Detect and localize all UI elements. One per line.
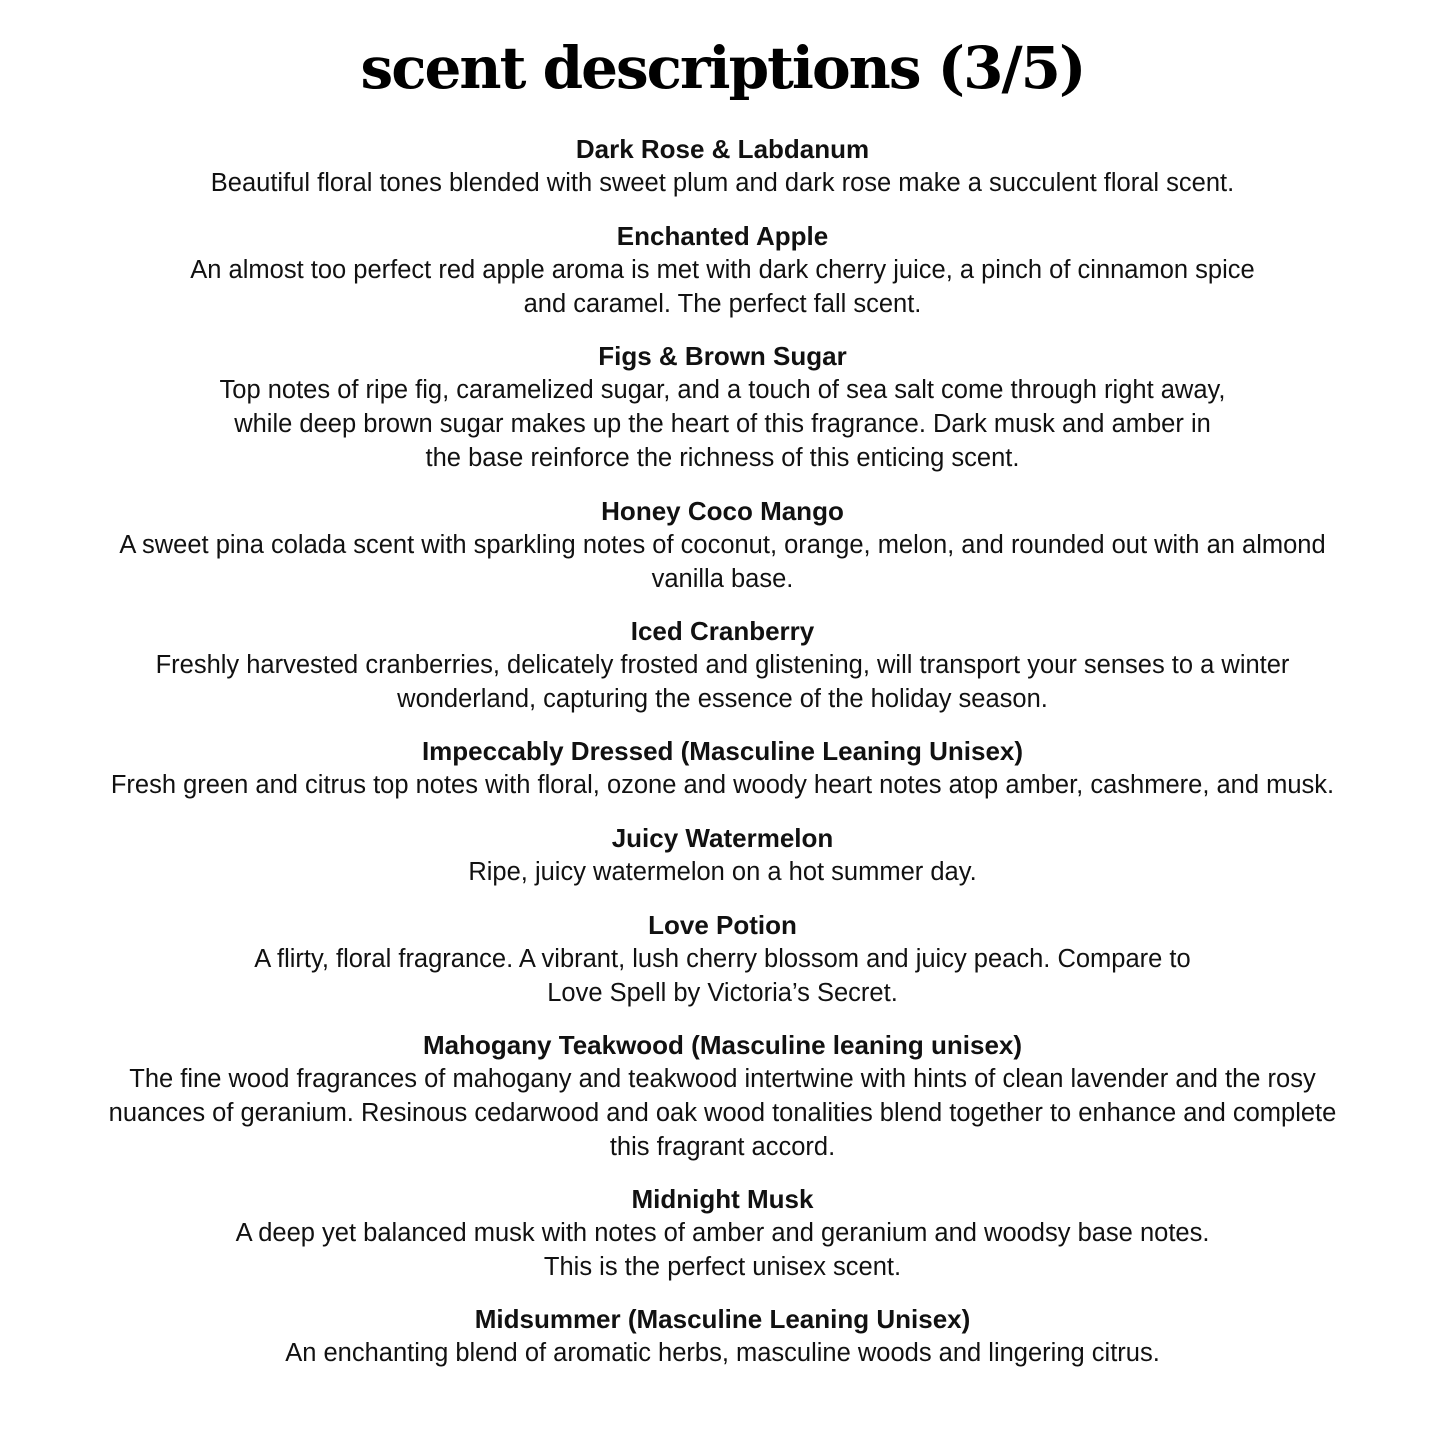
description-line: The fine wood fragrances of mahogany and teakwood intertwine with hints of clean lavender and the rosy [129, 1065, 1316, 1093]
description-line: This is the perfect unisex scent. [543, 1253, 902, 1281]
scent-entry [10, 339, 1435, 475]
description-line: Top notes of ripe fig, caramelized sugar, and a touch of sea salt come through right away, [219, 376, 1226, 404]
description-line: Ripe, juicy watermelon on a hot summer day. [468, 858, 977, 886]
scent-description [10, 373, 1435, 475]
scent-name: Dark Rose & Labdanum [575, 134, 870, 164]
scent-entry [10, 1182, 1435, 1284]
scent-entry [10, 821, 1435, 889]
scent-description [10, 648, 1435, 716]
scent-description [10, 1216, 1435, 1284]
scent-entry [10, 1028, 1435, 1164]
description-line: A flirty, floral fragrance. A vibrant, lush cherry blossom and juicy peach. Compare to [254, 945, 1191, 973]
description-line: A deep yet balanced musk with notes of amber and geranium and woodsy base notes. [235, 1219, 1210, 1247]
scent-entry [10, 1302, 1435, 1370]
scent-entry [10, 219, 1435, 321]
scent-name: Impeccably Dressed (Masculine Leaning Unisex) [421, 736, 1024, 766]
scent-description [10, 1062, 1435, 1164]
description-line: Freshly harvested cranberries, delicately frosted and glistening, will transport your senses to a winter [155, 651, 1290, 679]
description-line: this fragrant accord. [609, 1133, 836, 1161]
scent-name: Enchanted Apple [616, 221, 829, 251]
description-line: vanilla base. [651, 565, 794, 593]
scent-entry [10, 908, 1435, 1010]
scent-description [10, 253, 1435, 321]
scent-name: Iced Cranberry [630, 616, 815, 646]
scent-entry [10, 734, 1435, 802]
scent-name: Midnight Musk [631, 1184, 814, 1214]
description-line: and caramel. The perfect fall scent. [523, 290, 922, 318]
scent-entry [10, 614, 1435, 716]
scent-description [10, 166, 1435, 200]
description-line: while deep brown sugar makes up the heart of this fragrance. Dark musk and amber in [234, 410, 1211, 438]
scent-description [10, 855, 1435, 889]
description-line: Beautiful floral tones blended with sweet plum and dark rose make a succulent floral scent. [210, 169, 1235, 197]
page-title: scent descriptions (3/5) [360, 34, 1085, 102]
scent-name: Honey Coco Mango [601, 496, 844, 526]
description-line: An enchanting blend of aromatic herbs, masculine woods and lingering citrus. [285, 1339, 1160, 1367]
scent-name: Mahogany Teakwood (Masculine leaning unisex) [422, 1030, 1023, 1060]
scent-name: Love Potion [648, 910, 797, 940]
scent-description [10, 768, 1435, 802]
description-line: Love Spell by Victoria’s Secret. [547, 979, 898, 1007]
scent-description [10, 1336, 1435, 1370]
scent-description [10, 528, 1435, 596]
scent-name: Juicy Watermelon [611, 823, 834, 853]
description-line: nuances of geranium. Resinous cedarwood and oak wood tonalities blend together to enhance and complete [108, 1099, 1337, 1127]
scent-name: Figs & Brown Sugar [598, 341, 847, 371]
scent-entry [10, 494, 1435, 596]
scent-entry [10, 132, 1435, 200]
scent-description [10, 942, 1435, 1010]
description-line: An almost too perfect red apple aroma is met with dark cherry juice, a pinch of cinnamon spice [190, 256, 1255, 284]
description-line: wonderland, capturing the essence of the holiday season. [397, 685, 1048, 713]
description-line: the base reinforce the richness of this enticing scent. [425, 444, 1020, 472]
scent-name: Midsummer (Masculine Leaning Unisex) [474, 1304, 971, 1334]
description-line: Fresh green and citrus top notes with floral, ozone and woody heart notes atop amber, cashmere, and musk. [110, 771, 1335, 799]
description-line: A sweet pina colada scent with sparkling notes of coconut, orange, melon, and rounded out with an almond [119, 531, 1326, 559]
